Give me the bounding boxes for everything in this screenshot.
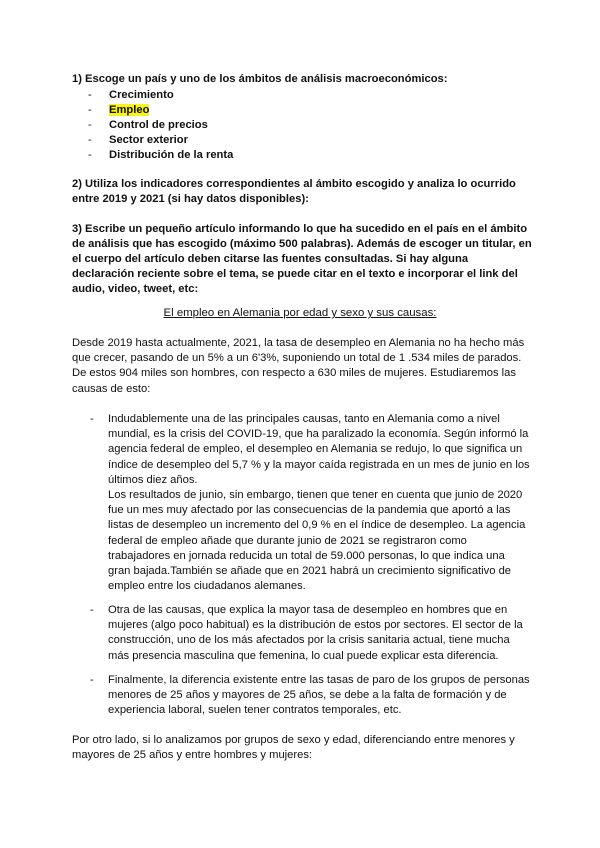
list-item: - Control de precios [88,118,233,133]
list-item: - Distribución de la renta [88,148,233,163]
bullet-1-para-a: Indudablemente una de las principales causas, tanto en Alemania como a nivel mundial, es la crisis del COVID-19, que ha paralizado la economía. Según informó la agencia federal de empleo, el desempleo en Alemania se redujo, lo que significa un índice de desempleo del 5,7 % y la mayor caída registrada en un mes de junio en los últimos diez años. [108,413,530,486]
list-item: - Crecimiento [88,88,233,103]
bullet-1-text [108,412,530,594]
bullet-2-text: Otra de las causas, que explica la mayor tasa de desempleo en hombres que en mujeres (algo poco habitual) es la distribución de estos por sectores. El sector de la construcción, uno de los más afectados por la crisis sanitaria actual, tiene mucha más presencia masculina que femenina, lo cual puede explicar esta diferencia. [108,604,523,662]
bullet-1-para-b: Los resultados de junio, sin embargo, tienen que tener en cuenta que junio de 2020 fue un mes muy afectado por las consecuencias de la pandemia que aportó a las listas de desempleo un incremento del 0,9 % en el índice de desempleo. La agencia federal de empleo añade que durante junio de 2021 se registraron como trabajadores en jornada reducida un total de 59.000 personas, lo que indica una gran bajada.También se añade que en 2021 habrá un crecimiento significativo de empleo entre los ciudadanos alemanes. [108,489,526,593]
ambitos-list [88,88,233,163]
article-title: El empleo en Alemania por edad y sexo y sus causas: [163,307,437,319]
highlighted-item: Empleo [109,104,150,116]
list-item [88,103,233,118]
question-3: 3) Escribe un pequeño artículo informando lo que ha sucedido en el país en el ámbito de análisis que has escogido (máximo 500 palabras). Además de escoger un titular, en el cuerpo del artículo deben citarse las fuentes consultadas. Si hay alguna declaración reciente sobre el tema, se puede citar en el texto e incorporar el link del audio, video, tweet, etc: [72,223,532,295]
question-2: 2) Utiliza los indicadores correspondientes al ámbito escogido y analiza lo ocurrido entre 2019 y 2021 (si hay datos disponibles): [72,178,516,205]
bullet-marker: - [90,674,94,686]
closing-paragraph: Por otro lado, si lo analizamos por grupos de sexo y edad, diferenciando entre menores y mayores de 25 años y entre hombres y mujeres: [72,734,515,762]
article-intro: Desde 2019 hasta actualmente, 2021, la tasa de desempleo en Alemania no ha hecho más que crecer, pasando de un 5% a un 6'3%, suponiendo un total de 1 .534 miles de parados. De estos 904 miles son hombres, con respecto a 630 miles de mujeres. Estudiaremos las causas de esto: [72,337,525,395]
list-item: - Sector exterior [88,133,233,148]
bullet-marker: - [90,413,94,425]
bullet-3-text: Finalmente, la diferencia existente entre las tasas de paro de los grupos de personas menores de 25 años y mayores de 25 años, se debe a la falta de formación y de experiencia laboral, suelen tener contratos temporales, etc. [108,674,530,717]
question-1: 1) Escoge un país y uno de los ámbitos de análisis macroeconómicos: [72,73,448,85]
bullet-marker: - [90,604,94,616]
